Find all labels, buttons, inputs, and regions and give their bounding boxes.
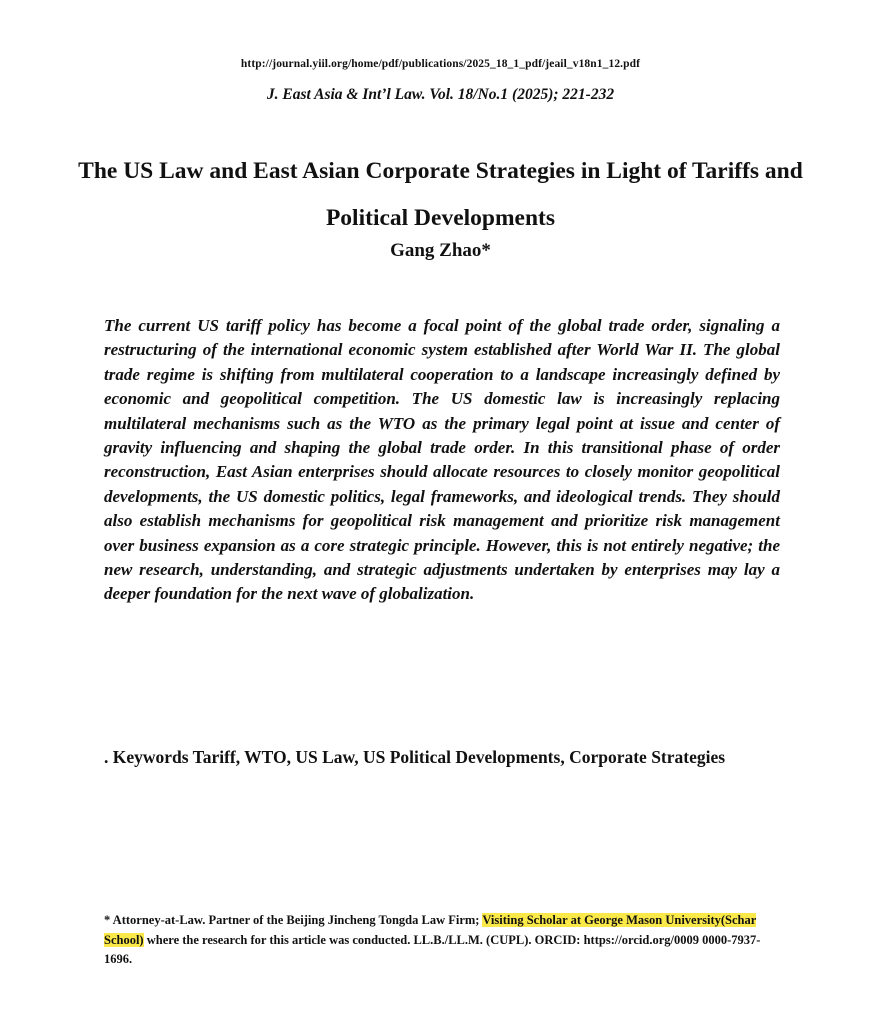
abstract: The current US tariff policy has become a focal point of the global trade order, signaling a restructuring of the international economic system established after World War II. The global trade regime is shifting from multilateral cooperation to a landscape increasingly defined by economic and geopolitical competition. The US domestic law is increasingly replacing multilateral mechanisms such as the WTO as the primary legal point at issue and center of gravity influencing and shaping the global trade order. In this transitional phase of order reconstruction, East Asian enterprises should allocate resources to closely monitor geopolitical developments, the US domestic politics, legal frameworks, and ideological trends. They should also establish mechanisms for geopolitical risk management and prioritize risk management over business expansion as a core strategic principle. However, this is not entirely negative; the new research, understanding, and strategic adjustments undertaken by enterprises may lay a deeper foundation for the next wave of globalization. xyxy=(104,316,780,604)
footnote-text-start: Attorney-at-Law. Partner of the Beijing Jincheng Tongda Law Firm; xyxy=(110,913,483,927)
journal-citation: J. East Asia & Int’l Law. Vol. 18/No.1 (2025); 221-232 xyxy=(266,86,615,103)
author-footnote-mark: * xyxy=(481,240,491,261)
keywords: . Keywords Tariff, WTO, US Law, US Political Developments, Corporate Strategies xyxy=(104,747,726,767)
article-title: The US Law and East Asian Corporate Strategies in Light of Tariffs and Political Developments xyxy=(78,158,803,231)
author-footnote xyxy=(104,911,764,970)
source-url: http://journal.yiil.org/home/pdf/publications/2025_18_1_pdf/jeail_v18n1_12.pdf xyxy=(240,58,641,70)
author-line xyxy=(0,240,881,262)
footnote-mark: * xyxy=(104,913,111,927)
footnote-text-end: where the research for this article was conducted. LL.B./LL.M. (CUPL). ORCID: https://orcid.org/0009 0000-7937-1696. xyxy=(104,932,761,966)
author-name: Gang Zhao xyxy=(390,240,482,261)
footnote-highlight: Visiting Scholar at George Mason University(Schar School) xyxy=(104,913,757,947)
